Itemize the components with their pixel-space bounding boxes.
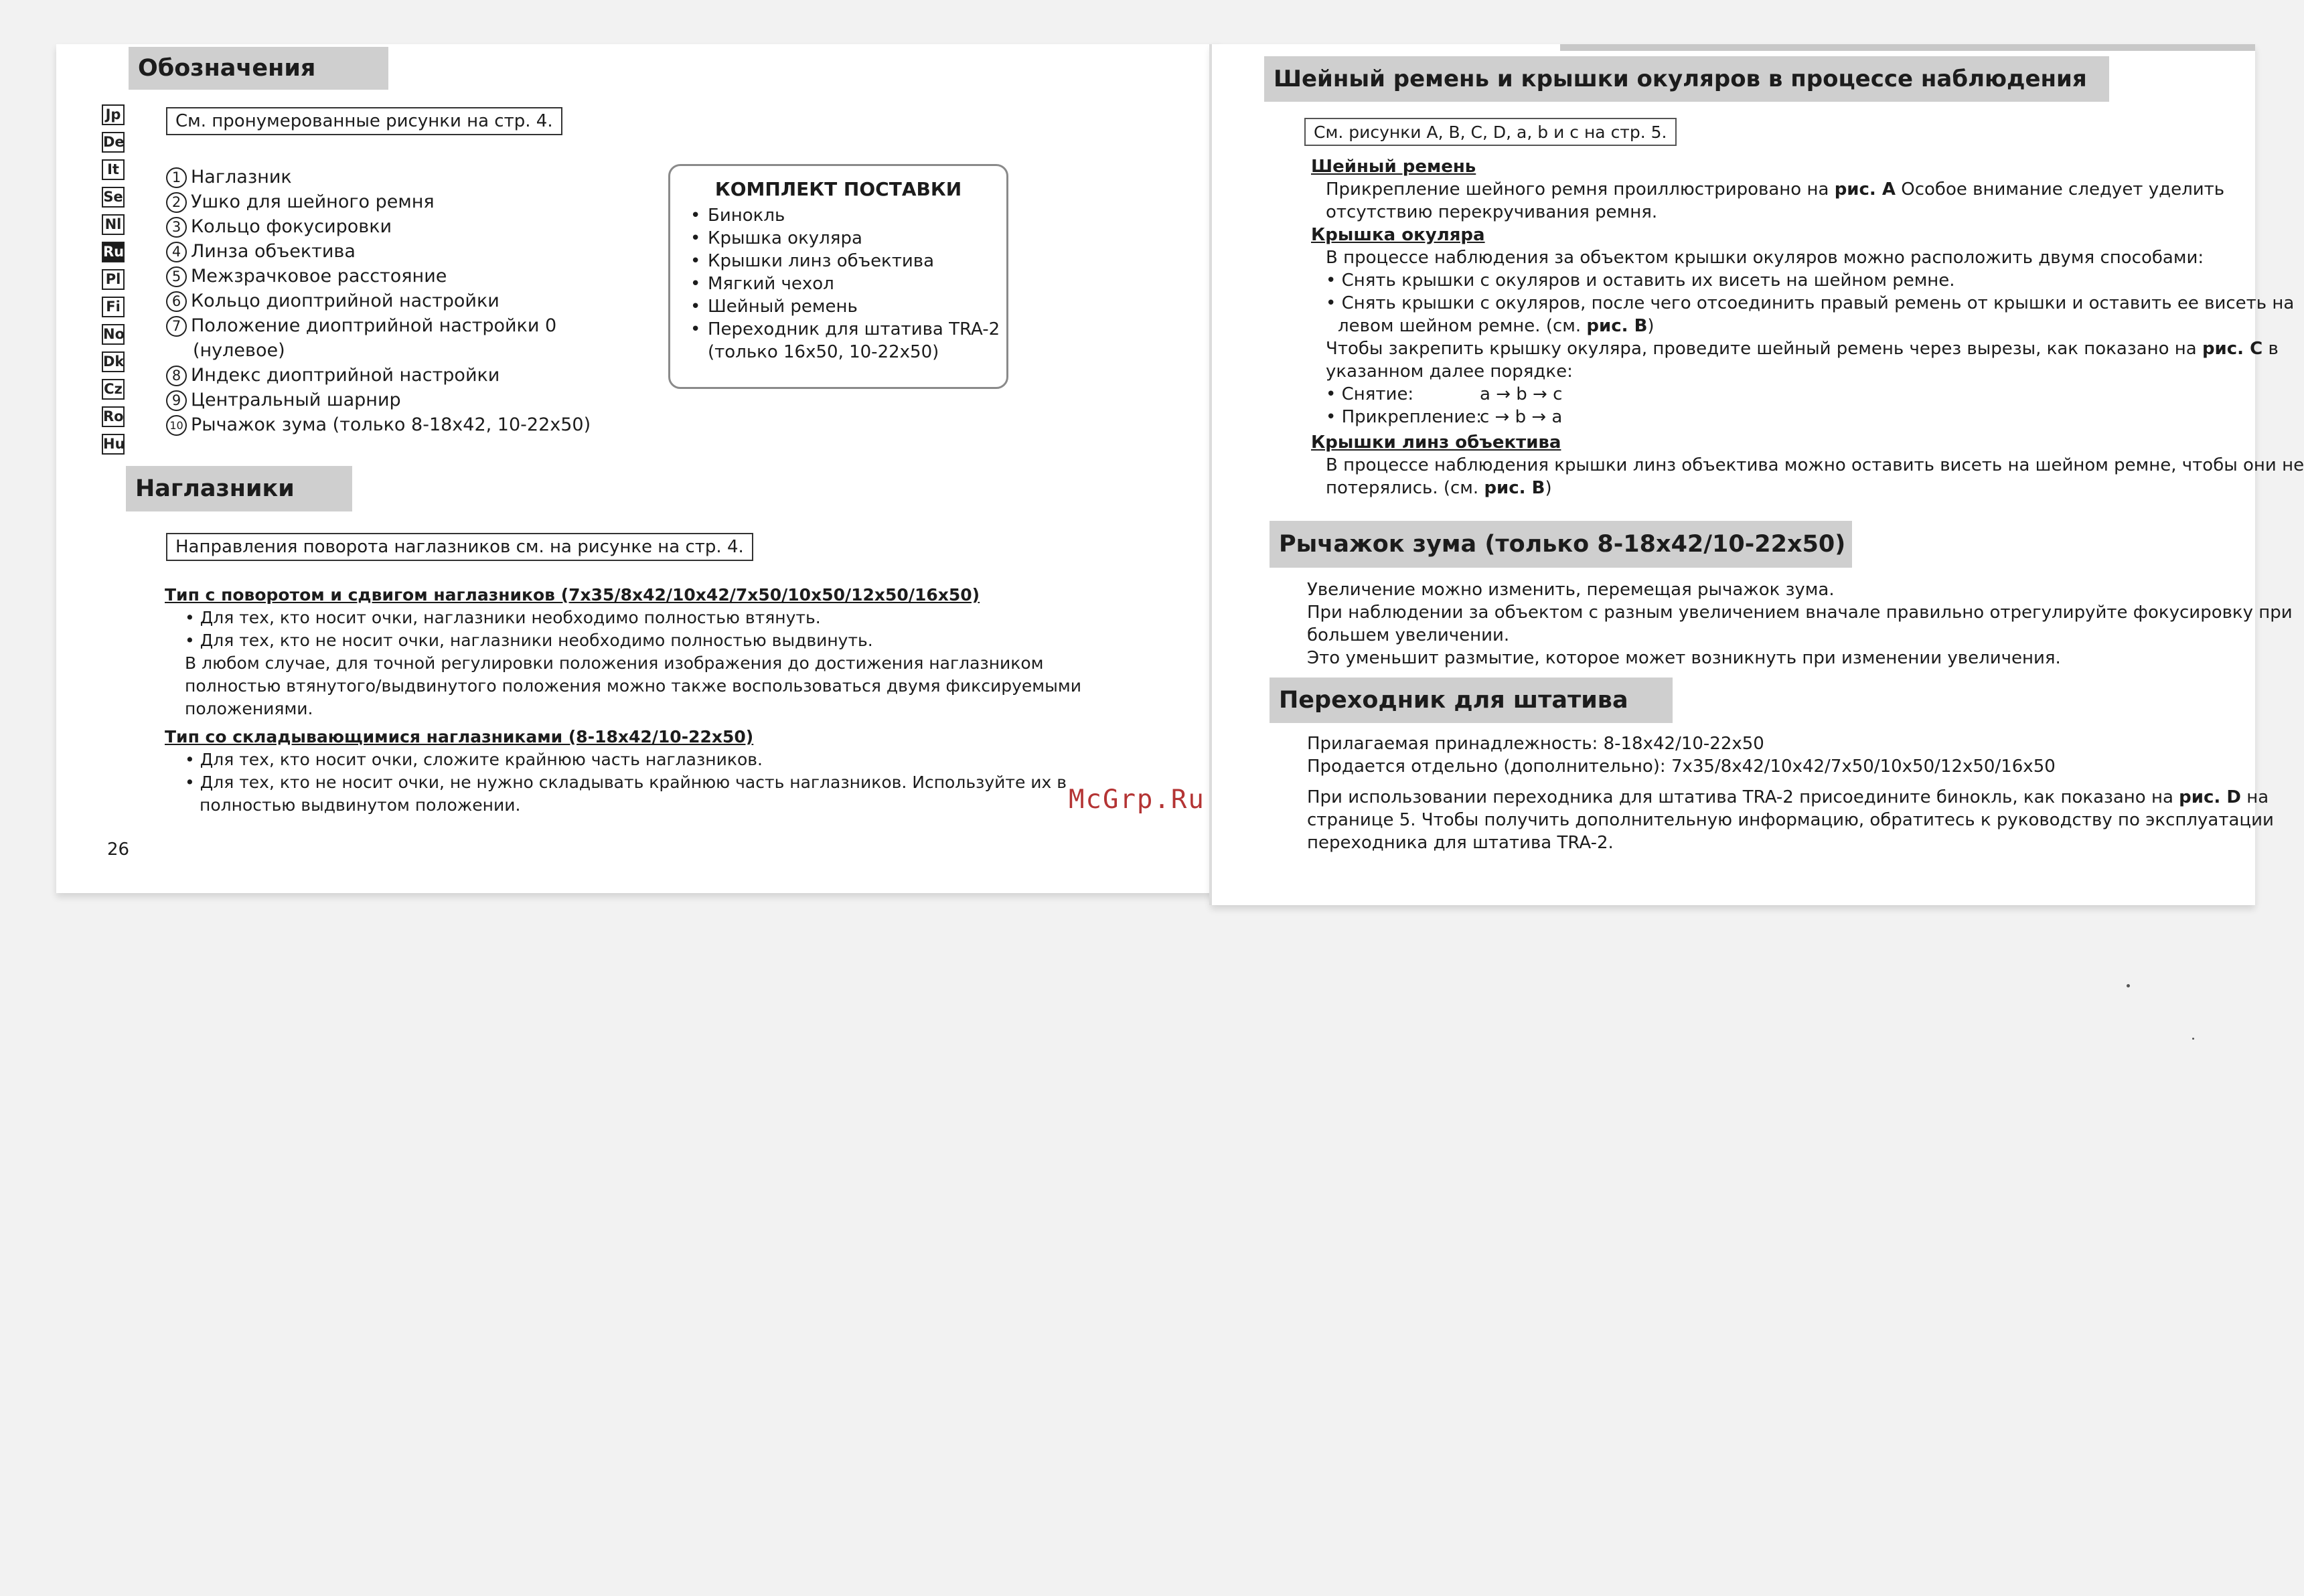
eyecup-ref-note: Направления поворота наглазников см. на рисунке на стр. 4. <box>166 533 753 561</box>
list-item: • Для тех, кто носит очки, сложите крайнюю часть наглазников. <box>185 750 763 769</box>
section-header-zoom: Рычажок зума (только 8-18x42/10-22x50) <box>1270 521 1852 568</box>
lang-tab-nl[interactable]: Nl <box>102 214 125 235</box>
package-item: • Крышка окуляра <box>690 228 862 248</box>
lang-tab-no[interactable]: No <box>102 324 125 345</box>
subheading-twist-slide: Тип с поворотом и сдвигом наглазников (7x35/8x42/10x42/7x50/10x50/12x50/16x50) <box>165 585 980 605</box>
list-item-cont: полностью выдвинутом положении. <box>200 795 521 815</box>
paragraph-line: большем увеличении. <box>1307 625 1510 645</box>
list-item: • Для тех, кто не носит очки, наглазники необходимо полностью выдвинуть. <box>185 631 873 650</box>
book-spine <box>1209 44 1212 905</box>
lang-tab-hu[interactable]: Hu <box>102 434 125 455</box>
list-item-cont: левом шейном ремне. (см. рис. B) <box>1338 316 1655 336</box>
list-item: • Для тех, кто не носит очки, не нужно складывать крайнюю часть наглазников. Используйте их в <box>185 773 1067 792</box>
paragraph-line: При наблюдении за объектом с разным увеличением вначале правильно отрегулируйте фокусировку при <box>1307 603 2293 623</box>
paragraph-line: указанном далее порядке: <box>1326 362 1573 382</box>
package-item: • Крышки линз объектива <box>690 251 935 271</box>
eyecup-section <box>165 584 1081 817</box>
paragraph-line: потерялись. (см. рис. B) <box>1326 478 1552 498</box>
subheading-lens-caps: Крышки линз объектива <box>1311 432 1561 453</box>
lang-tab-de[interactable]: De <box>102 132 125 153</box>
part-item: 8 Индекс диоптрийной настройки <box>166 363 591 388</box>
subheading-fold-down: Тип со складывающимися наглазниками (8-18x42/10-22x50) <box>165 727 754 746</box>
paragraph-line: странице 5. Чтобы получить дополнительную информацию, обратитесь к руководству по эксплуатации <box>1307 810 2274 830</box>
strap-section <box>1311 155 2304 499</box>
package-item: • Бинокль <box>690 206 785 226</box>
list-item: • Снять крышки с окуляров и оставить их висеть на шейном ремне. <box>1326 270 1955 291</box>
section-header-oboznacheniya: Обозначения <box>129 47 388 90</box>
part-item: 4 Линза объектива <box>166 239 591 264</box>
paragraph-line: Прилагаемая принадлежность: 8-18x42/10-22x50 <box>1307 734 1764 754</box>
scan-speck <box>2127 984 2130 987</box>
lang-tab-pl[interactable]: Pl <box>102 269 125 290</box>
paragraph-line: Чтобы закрепить крышку окуляра, проведите шейный ремень через вырезы, как показано на рис. C в <box>1326 339 2279 359</box>
part-item: 2 Ушко для шейного ремня <box>166 189 591 214</box>
sequence-attach: • Прикрепление: c → b → a <box>1326 407 1563 427</box>
subheading-eyepiece-cap: Крышка окуляра <box>1311 225 1485 245</box>
package-item: • Переходник для штатива TRA-2 <box>690 319 1000 339</box>
lang-tab-ru[interactable]: Ru <box>102 242 125 262</box>
language-tabs <box>102 104 126 461</box>
paragraph-line: Продается отдельно (дополнительно): 7x35/8x42/10x42/7x50/10x50/12x50/16x50 <box>1307 756 2056 777</box>
part-item: 9 Центральный шарнир <box>166 388 591 412</box>
part-item: 5 Межзрачковое расстояние <box>166 264 591 289</box>
lang-tab-dk[interactable]: Dk <box>102 351 125 372</box>
lang-tab-cz[interactable]: Cz <box>102 379 125 400</box>
lang-tab-se[interactable]: Se <box>102 187 125 208</box>
paragraph-line: Увеличение можно изменить, перемещая рычажок зума. <box>1307 580 1835 600</box>
package-item: • Шейный ремень <box>690 297 858 317</box>
paragraph-line: В процессе наблюдения крышки линз объектива можно оставить висеть на шейном ремне, чтобы они не <box>1326 455 2304 475</box>
package-contents-title: КОМПЛЕКТ ПОСТАВКИ <box>714 178 962 200</box>
paragraph-line: Это уменьшит размытие, которое может возникнуть при изменении увеличения. <box>1307 648 2061 668</box>
part-item: 10 Рычажок зума (только 8-18x42, 10-22x50) <box>166 412 591 437</box>
section-header-tripod: Переходник для штатива <box>1270 677 1673 723</box>
paragraph-line: полностью втянутого/выдвинутого положения можно также воспользоваться двумя фиксируемыми <box>185 676 1082 696</box>
strap-figure-ref-note: См. рисунки A, B, C, D, a, b и c на стр. 5. <box>1304 118 1677 146</box>
part-item: 6 Кольцо диоптрийной настройки <box>166 289 591 313</box>
section-header-strap: Шейный ремень и крышки окуляров в процессе наблюдения <box>1264 56 2109 102</box>
parts-list <box>166 165 591 437</box>
list-item: • Снять крышки с окуляров, после чего отсоединить правый ремень от крышки и оставить ее висеть на <box>1326 293 2295 313</box>
lang-tab-jp[interactable]: Jp <box>102 104 125 125</box>
paragraph-line: В процессе наблюдения за объектом крышки окуляров можно расположить двумя способами: <box>1326 248 2204 268</box>
paragraph-line: При использовании переходника для штатива TRA-2 присоедините бинокль, как показано на рис. D на <box>1307 787 2269 807</box>
paragraph-line: В любом случае, для точной регулировки положения изображения до достижения наглазником <box>185 653 1044 673</box>
tripod-section <box>1307 732 2274 854</box>
page-number: 26 <box>107 840 130 860</box>
package-item: • Мягкий чехол <box>690 274 834 294</box>
watermark: McGrp.Ru <box>1069 785 1205 815</box>
lang-tab-fi[interactable]: Fi <box>102 297 125 317</box>
sequence-removal: • Снятие: a → b → c <box>1326 384 1563 404</box>
zoom-section <box>1307 578 2293 669</box>
scan-speck <box>2192 1038 2194 1040</box>
paragraph-line: отсутствию перекручивания ремня. <box>1326 202 1658 222</box>
part-item: 7 Положение диоптрийной настройки 0 <box>166 313 591 338</box>
paragraph-line: Прикрепление шейного ремня проиллюстрировано на рис. A Особое внимание следует уделить <box>1326 179 2225 200</box>
paragraph-line: переходника для штатива TRA-2. <box>1307 833 1614 853</box>
lang-tab-ro[interactable]: Ro <box>102 406 125 427</box>
paragraph-line: положениями. <box>185 699 313 718</box>
lang-tab-it[interactable]: It <box>102 159 125 180</box>
figure-ref-note: См. пронумерованные рисунки на стр. 4. <box>166 107 562 135</box>
package-item-cont: (только 16x50, 10-22x50) <box>708 342 939 362</box>
part-item: 3 Кольцо фокусировки <box>166 214 591 239</box>
subheading-neck-strap: Шейный ремень <box>1311 157 1476 177</box>
part-item: 1 Наглазник <box>166 165 591 189</box>
section-header-naglazniki: Наглазники <box>126 466 352 511</box>
top-edge-shadow <box>1560 44 2255 51</box>
list-item: • Для тех, кто носит очки, наглазники необходимо полностью втянуть. <box>185 608 821 627</box>
part-item-cont: (нулевое) <box>193 340 285 361</box>
package-contents-box <box>668 164 1008 389</box>
